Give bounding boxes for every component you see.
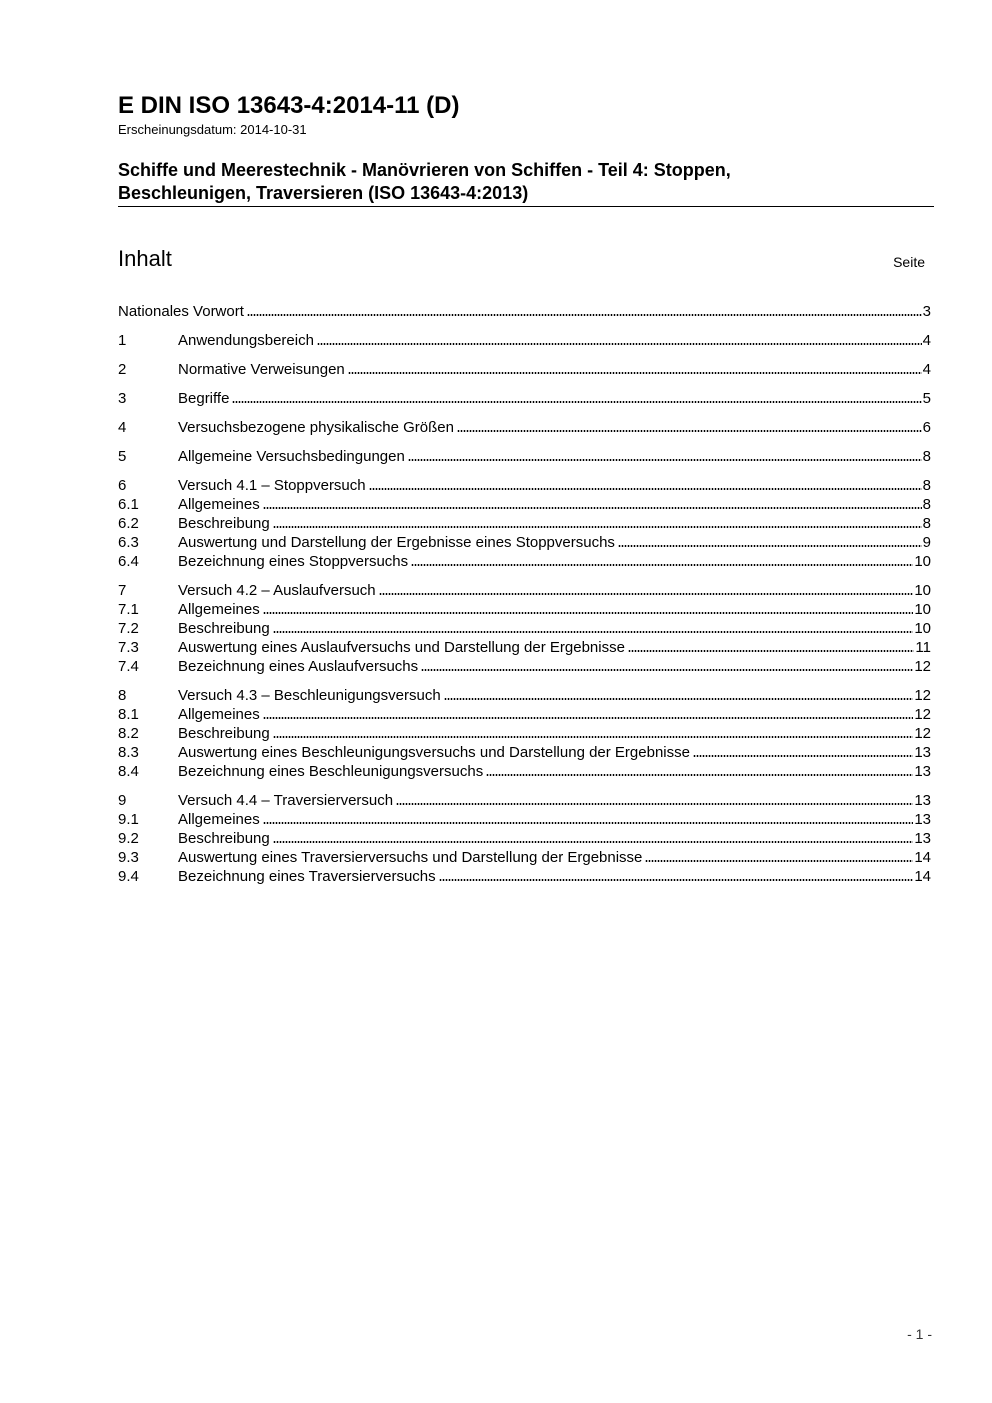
toc-dot-leader: [618, 545, 922, 547]
toc-entry[interactable]: [118, 619, 931, 638]
toc-entry-page: 13: [914, 792, 931, 809]
toc-entry-number: 9: [118, 792, 127, 809]
toc-entry-page: 10: [914, 582, 931, 599]
toc-dot-leader: [628, 650, 914, 652]
toc-entry-label: Auswertung eines Beschleunigungsversuchs und Darstellung der Ergebnisse: [178, 744, 690, 761]
toc-entry-page: 13: [914, 830, 931, 847]
toc-entry-page: 13: [914, 744, 931, 761]
toc-dot-leader: [408, 459, 922, 461]
toc-entry-number: 9.3: [118, 849, 139, 866]
toc-entry-number: 4: [118, 419, 127, 436]
toc-entry-number: 6: [118, 477, 127, 494]
toc-entry-label: Allgemeines: [178, 706, 260, 723]
title-divider: [118, 206, 934, 207]
toc-entry-page: 12: [914, 658, 931, 675]
toc-dot-leader: [457, 430, 922, 432]
toc-entry-number: 8.1: [118, 706, 139, 723]
toc-entry-page: 14: [914, 868, 931, 885]
document-title-line-1: Schiffe und Meerestechnik - Manövrieren von Schiffen - Teil 4: Stoppen,: [118, 160, 731, 180]
toc-entry[interactable]: [118, 686, 931, 705]
toc-entry-number: 9.4: [118, 868, 139, 885]
toc-entry[interactable]: [118, 360, 931, 379]
document-title-line-2: Beschleunigen, Traversieren (ISO 13643-4:2013): [118, 183, 529, 203]
toc-entry-page: 4: [922, 332, 931, 349]
toc-entry[interactable]: [118, 762, 931, 781]
toc-entry-number: 9.2: [118, 830, 139, 847]
toc-entry-label: Versuch 4.1 – Stoppversuch: [178, 477, 366, 494]
toc-dot-leader: [645, 860, 913, 862]
toc-entry-number: 7.2: [118, 620, 139, 637]
toc-entry[interactable]: [118, 302, 931, 321]
toc-entry[interactable]: [118, 447, 931, 466]
toc-dot-leader: [273, 841, 914, 843]
toc-entry-page: 13: [914, 763, 931, 780]
toc-entry-label: Versuch 4.3 – Beschleunigungsversuch: [178, 687, 441, 704]
toc-entry[interactable]: [118, 514, 931, 533]
toc-entry-label: Allgemeines: [178, 496, 260, 513]
toc-entry-number: 6.1: [118, 496, 139, 513]
toc-dot-leader: [444, 698, 914, 700]
toc-entry-number: 6.4: [118, 553, 139, 570]
toc-entry-label: Beschreibung: [178, 725, 270, 742]
toc-entry-label: Normative Verweisungen: [178, 361, 345, 378]
toc-entry[interactable]: [118, 705, 931, 724]
toc-entry-page: 11: [915, 639, 931, 656]
toc-entry-label: Allgemeines: [178, 601, 260, 618]
toc-entry-label: Versuch 4.4 – Traversierversuch: [178, 792, 394, 809]
toc-entry-label: Allgemeine Versuchsbedingungen: [178, 448, 405, 465]
toc-dot-leader: [273, 736, 914, 738]
toc-entry-number: 8: [118, 687, 127, 704]
toc-entry[interactable]: [118, 581, 931, 600]
toc-entry[interactable]: [118, 743, 931, 762]
toc-entry-number: 7.3: [118, 639, 139, 656]
toc-entry-number: 8.3: [118, 744, 139, 761]
toc-dot-leader: [379, 593, 914, 595]
toc-entry-number: 7.4: [118, 658, 139, 675]
toc-entry[interactable]: [118, 476, 931, 495]
toc-dot-leader: [486, 774, 913, 776]
toc-entry-label: Auswertung eines Traversierversuchs und Darstellung der Ergebnisse: [178, 849, 643, 866]
toc-entry[interactable]: [118, 791, 931, 810]
toc-entry-label: Beschreibung: [178, 515, 270, 532]
toc-dot-leader: [263, 612, 914, 614]
toc-entry-page: 8: [922, 477, 931, 494]
toc-entry-number: 9.1: [118, 811, 139, 828]
toc-entry-page: 12: [914, 687, 931, 704]
document-id: E DIN ISO 13643-4:2014-11 (D): [118, 92, 460, 119]
toc-entry[interactable]: [118, 418, 931, 437]
toc-dot-leader: [421, 669, 913, 671]
toc-dot-leader: [247, 314, 922, 316]
toc-entry-label: Allgemeines: [178, 811, 260, 828]
toc-entry-number: 1: [118, 332, 127, 349]
toc-entry-label: Auswertung und Darstellung der Ergebnisse eines Stoppversuchs: [178, 534, 615, 551]
toc-dot-leader: [396, 803, 913, 805]
toc-entry-page: 4: [922, 361, 931, 378]
toc-entry-page: 10: [914, 620, 931, 637]
toc-entry[interactable]: [118, 389, 931, 408]
table-of-contents: [118, 302, 931, 886]
toc-entry-page: 14: [914, 849, 931, 866]
toc-entry-number: 7: [118, 582, 127, 599]
toc-dot-leader: [273, 526, 922, 528]
toc-entry-page: 8: [922, 496, 931, 513]
toc-entry-number: 6.2: [118, 515, 139, 532]
page-number: - 1 -: [907, 1326, 932, 1342]
toc-entry-page: 12: [914, 725, 931, 742]
toc-dot-leader: [411, 564, 913, 566]
toc-heading: Inhalt: [118, 246, 172, 271]
publication-date: Erscheinungsdatum: 2014-10-31: [118, 122, 307, 137]
toc-entry[interactable]: [118, 638, 931, 657]
toc-entry-number: 8.4: [118, 763, 139, 780]
toc-entry-page: 12: [914, 706, 931, 723]
toc-entry-label: Bezeichnung eines Beschleunigungsversuchs: [178, 763, 484, 780]
toc-entry-page: 8: [922, 515, 931, 532]
toc-entry-label: Anwendungsbereich: [178, 332, 314, 349]
toc-dot-leader: [348, 372, 922, 374]
toc-entry-number: 5: [118, 448, 127, 465]
toc-entry[interactable]: [118, 533, 931, 552]
toc-entry-label: Begriffe: [178, 390, 230, 407]
toc-dot-leader: [263, 507, 922, 509]
toc-entry[interactable]: [118, 552, 931, 571]
toc-entry-number: 7.1: [118, 601, 139, 618]
toc-entry[interactable]: [118, 600, 931, 619]
toc-dot-leader: [273, 631, 914, 633]
toc-entry[interactable]: [118, 724, 931, 743]
toc-entry-label: Beschreibung: [178, 620, 270, 637]
toc-entry[interactable]: [118, 810, 931, 829]
toc-entry-number: 3: [118, 390, 127, 407]
toc-dot-leader: [439, 879, 914, 881]
toc-entry-number: 8.2: [118, 725, 139, 742]
toc-entry-label: Versuch 4.2 – Auslaufversuch: [178, 582, 376, 599]
toc-entry-page: 9: [922, 534, 931, 551]
toc-dot-leader: [263, 717, 914, 719]
document-title: [118, 159, 918, 205]
toc-page-column-label: Seite: [893, 254, 925, 270]
toc-entry-page: 13: [914, 811, 931, 828]
toc-entry-label: Beschreibung: [178, 830, 270, 847]
toc-entry-label: Auswertung eines Auslaufversuchs und Darstellung der Ergebnisse: [178, 639, 625, 656]
toc-entry-label: Nationales Vorwort: [118, 303, 244, 320]
toc-entry-label: Bezeichnung eines Traversierversuchs: [178, 868, 436, 885]
toc-entry[interactable]: [118, 495, 931, 514]
toc-dot-leader: [232, 401, 921, 403]
toc-entry[interactable]: [118, 657, 931, 676]
toc-entry-page: 10: [914, 601, 931, 618]
toc-entry-page: 6: [922, 419, 931, 436]
toc-entry-label: Bezeichnung eines Auslaufversuchs: [178, 658, 419, 675]
toc-entry[interactable]: [118, 331, 931, 350]
toc-dot-leader: [693, 755, 913, 757]
toc-dot-leader: [317, 343, 922, 345]
toc-dot-leader: [263, 822, 914, 824]
toc-entry-number: 2: [118, 361, 127, 378]
toc-entry[interactable]: [118, 829, 931, 848]
toc-entry-label: Bezeichnung eines Stoppversuchs: [178, 553, 409, 570]
toc-entry-label: Versuchsbezogene physikalische Größen: [178, 419, 454, 436]
toc-entry-number: 6.3: [118, 534, 139, 551]
toc-entry-page: 10: [914, 553, 931, 570]
toc-dot-leader: [369, 488, 922, 490]
toc-entry[interactable]: [118, 867, 931, 886]
toc-entry[interactable]: [118, 848, 931, 867]
toc-entry-page: 8: [922, 448, 931, 465]
toc-entry-page: 3: [922, 303, 931, 320]
toc-entry-page: 5: [922, 390, 931, 407]
